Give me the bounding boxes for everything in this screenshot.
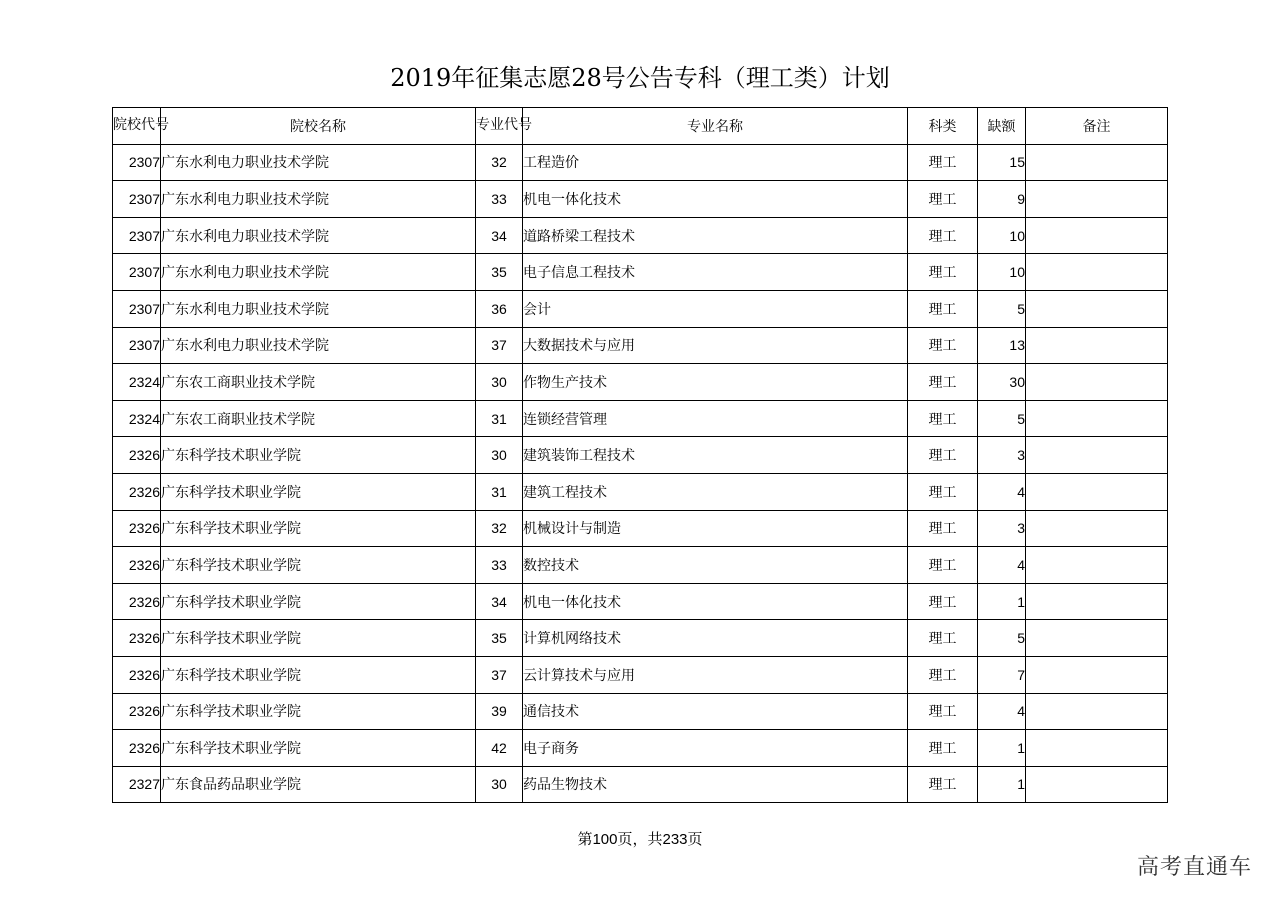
cell-major-code: 36 xyxy=(476,290,523,327)
cell-category: 理工 xyxy=(908,730,978,767)
cell-remarks xyxy=(1026,766,1168,803)
cell-major-name: 大数据技术与应用 xyxy=(523,327,908,364)
cell-school-name: 广东科学技术职业学院 xyxy=(161,510,476,547)
cell-school-code: 2326 xyxy=(113,693,161,730)
cell-school-code: 2326 xyxy=(113,620,161,657)
cell-vacancy: 9 xyxy=(978,181,1026,218)
cell-school-name: 广东科学技术职业学院 xyxy=(161,656,476,693)
cell-major-code: 32 xyxy=(476,144,523,181)
cell-school-code: 2326 xyxy=(113,473,161,510)
cell-school-code: 2326 xyxy=(113,437,161,474)
table-row xyxy=(113,437,1168,474)
cell-category: 理工 xyxy=(908,620,978,657)
cell-remarks xyxy=(1026,144,1168,181)
cell-major-code: 35 xyxy=(476,254,523,291)
cell-major-code: 33 xyxy=(476,181,523,218)
cell-major-code: 37 xyxy=(476,656,523,693)
cell-school-code: 2307 xyxy=(113,181,161,218)
cell-remarks xyxy=(1026,583,1168,620)
footer-page-number: 100 xyxy=(592,831,618,848)
cell-school-name: 广东农工商职业技术学院 xyxy=(161,364,476,401)
cell-vacancy: 4 xyxy=(978,547,1026,584)
cell-remarks xyxy=(1026,181,1168,218)
footer-total-pages: 233 xyxy=(662,831,688,848)
cell-major-name: 工程造价 xyxy=(523,144,908,181)
cell-major-code: 34 xyxy=(476,217,523,254)
cell-school-name: 广东食品药品职业学院 xyxy=(161,766,476,803)
watermark: 高考直通车 xyxy=(1136,855,1252,880)
table-row xyxy=(113,620,1168,657)
cell-category: 理工 xyxy=(908,181,978,218)
cell-vacancy: 4 xyxy=(978,473,1026,510)
cell-school-name: 广东科学技术职业学院 xyxy=(161,473,476,510)
cell-vacancy: 30 xyxy=(978,364,1026,401)
cell-vacancy: 7 xyxy=(978,656,1026,693)
cell-category: 理工 xyxy=(908,510,978,547)
cell-category: 理工 xyxy=(908,656,978,693)
cell-school-name: 广东水利电力职业技术学院 xyxy=(161,254,476,291)
cell-remarks xyxy=(1026,217,1168,254)
header-school-name: 院校名称 xyxy=(161,108,476,145)
cell-major-code: 37 xyxy=(476,327,523,364)
cell-major-code: 31 xyxy=(476,400,523,437)
table-row xyxy=(113,181,1168,218)
cell-major-code: 31 xyxy=(476,473,523,510)
cell-remarks xyxy=(1026,620,1168,657)
cell-school-code: 2326 xyxy=(113,656,161,693)
cell-remarks xyxy=(1026,656,1168,693)
header-major-name: 专业名称 xyxy=(523,108,908,145)
table-row xyxy=(113,290,1168,327)
cell-major-name: 云计算技术与应用 xyxy=(523,656,908,693)
page-title: 2019年征集志愿28号公告专科（理工类）计划 xyxy=(390,64,890,92)
cell-vacancy: 3 xyxy=(978,437,1026,474)
cell-category: 理工 xyxy=(908,144,978,181)
header-remarks: 备注 xyxy=(1026,108,1168,145)
cell-category: 理工 xyxy=(908,766,978,803)
cell-major-name: 数控技术 xyxy=(523,547,908,584)
table-row xyxy=(113,766,1168,803)
cell-major-name: 电子信息工程技术 xyxy=(523,254,908,291)
header-category: 科类 xyxy=(908,108,978,145)
table-row xyxy=(113,656,1168,693)
cell-category: 理工 xyxy=(908,473,978,510)
cell-major-code: 30 xyxy=(476,766,523,803)
cell-school-code: 2324 xyxy=(113,364,161,401)
footer-suffix: 页 xyxy=(687,830,703,848)
cell-vacancy: 10 xyxy=(978,217,1026,254)
cell-school-name: 广东科学技术职业学院 xyxy=(161,583,476,620)
cell-school-code: 2326 xyxy=(113,583,161,620)
cell-school-name: 广东科学技术职业学院 xyxy=(161,547,476,584)
cell-school-name: 广东水利电力职业技术学院 xyxy=(161,217,476,254)
cell-school-name: 广东科学技术职业学院 xyxy=(161,620,476,657)
cell-remarks xyxy=(1026,473,1168,510)
cell-remarks xyxy=(1026,547,1168,584)
cell-school-code: 2324 xyxy=(113,400,161,437)
cell-school-name: 广东科学技术职业学院 xyxy=(161,693,476,730)
table-row xyxy=(113,583,1168,620)
cell-major-name: 机电一体化技术 xyxy=(523,181,908,218)
cell-vacancy: 5 xyxy=(978,290,1026,327)
cell-major-name: 连锁经营管理 xyxy=(523,400,908,437)
cell-school-name: 广东科学技术职业学院 xyxy=(161,730,476,767)
cell-school-name: 广东科学技术职业学院 xyxy=(161,437,476,474)
cell-major-name: 建筑装饰工程技术 xyxy=(523,437,908,474)
cell-vacancy: 15 xyxy=(978,144,1026,181)
cell-remarks xyxy=(1026,364,1168,401)
table-row xyxy=(113,144,1168,181)
header-major-code: 专业代号 xyxy=(476,108,523,145)
table-header-row xyxy=(113,108,1168,145)
cell-vacancy: 13 xyxy=(978,327,1026,364)
cell-remarks xyxy=(1026,693,1168,730)
cell-remarks xyxy=(1026,510,1168,547)
cell-category: 理工 xyxy=(908,254,978,291)
cell-major-code: 34 xyxy=(476,583,523,620)
cell-school-code: 2307 xyxy=(113,290,161,327)
cell-school-code: 2307 xyxy=(113,144,161,181)
cell-school-code: 2307 xyxy=(113,254,161,291)
table-row xyxy=(113,473,1168,510)
cell-major-code: 33 xyxy=(476,547,523,584)
table-row xyxy=(113,547,1168,584)
cell-school-code: 2327 xyxy=(113,766,161,803)
cell-major-name: 计算机网络技术 xyxy=(523,620,908,657)
table-body xyxy=(113,144,1168,803)
cell-school-name: 广东水利电力职业技术学院 xyxy=(161,181,476,218)
table-row xyxy=(113,217,1168,254)
cell-major-name: 药品生物技术 xyxy=(523,766,908,803)
cell-major-code: 35 xyxy=(476,620,523,657)
cell-major-name: 道路桥梁工程技术 xyxy=(523,217,908,254)
plan-table xyxy=(112,107,1168,803)
header-vacancy: 缺额 xyxy=(978,108,1026,145)
cell-category: 理工 xyxy=(908,437,978,474)
cell-vacancy: 5 xyxy=(978,620,1026,657)
footer-prefix: 第 xyxy=(577,830,593,848)
cell-school-code: 2307 xyxy=(113,217,161,254)
cell-major-name: 作物生产技术 xyxy=(523,364,908,401)
table-row xyxy=(113,693,1168,730)
cell-major-name: 电子商务 xyxy=(523,730,908,767)
cell-category: 理工 xyxy=(908,583,978,620)
cell-vacancy: 10 xyxy=(978,254,1026,291)
cell-major-code: 42 xyxy=(476,730,523,767)
table-row xyxy=(113,400,1168,437)
cell-remarks xyxy=(1026,400,1168,437)
table-row xyxy=(113,254,1168,291)
cell-major-name: 机械设计与制造 xyxy=(523,510,908,547)
cell-category: 理工 xyxy=(908,364,978,401)
cell-vacancy: 1 xyxy=(978,766,1026,803)
cell-remarks xyxy=(1026,730,1168,767)
cell-major-code: 30 xyxy=(476,364,523,401)
header-school-code: 院校代号 xyxy=(113,108,161,145)
cell-school-code: 2326 xyxy=(113,547,161,584)
cell-category: 理工 xyxy=(908,327,978,364)
table-row xyxy=(113,327,1168,364)
table-row xyxy=(113,364,1168,401)
cell-remarks xyxy=(1026,327,1168,364)
cell-category: 理工 xyxy=(908,693,978,730)
cell-category: 理工 xyxy=(908,217,978,254)
cell-vacancy: 1 xyxy=(978,730,1026,767)
cell-remarks xyxy=(1026,437,1168,474)
cell-major-code: 39 xyxy=(476,693,523,730)
cell-category: 理工 xyxy=(908,547,978,584)
table-row xyxy=(113,730,1168,767)
cell-school-name: 广东农工商职业技术学院 xyxy=(161,400,476,437)
cell-major-name: 会计 xyxy=(523,290,908,327)
cell-school-name: 广东水利电力职业技术学院 xyxy=(161,144,476,181)
cell-school-code: 2307 xyxy=(113,327,161,364)
cell-school-name: 广东水利电力职业技术学院 xyxy=(161,290,476,327)
cell-school-code: 2326 xyxy=(113,510,161,547)
cell-category: 理工 xyxy=(908,290,978,327)
cell-remarks xyxy=(1026,290,1168,327)
table-row xyxy=(113,510,1168,547)
cell-vacancy: 1 xyxy=(978,583,1026,620)
cell-major-name: 机电一体化技术 xyxy=(523,583,908,620)
cell-vacancy: 5 xyxy=(978,400,1026,437)
footer-mid: 页，共 xyxy=(617,830,663,848)
cell-vacancy: 4 xyxy=(978,693,1026,730)
cell-major-code: 32 xyxy=(476,510,523,547)
cell-major-name: 建筑工程技术 xyxy=(523,473,908,510)
cell-vacancy: 3 xyxy=(978,510,1026,547)
cell-major-name: 通信技术 xyxy=(523,693,908,730)
page-footer xyxy=(0,828,1280,849)
cell-major-code: 30 xyxy=(476,437,523,474)
cell-category: 理工 xyxy=(908,400,978,437)
cell-school-code: 2326 xyxy=(113,730,161,767)
cell-school-name: 广东水利电力职业技术学院 xyxy=(161,327,476,364)
cell-remarks xyxy=(1026,254,1168,291)
